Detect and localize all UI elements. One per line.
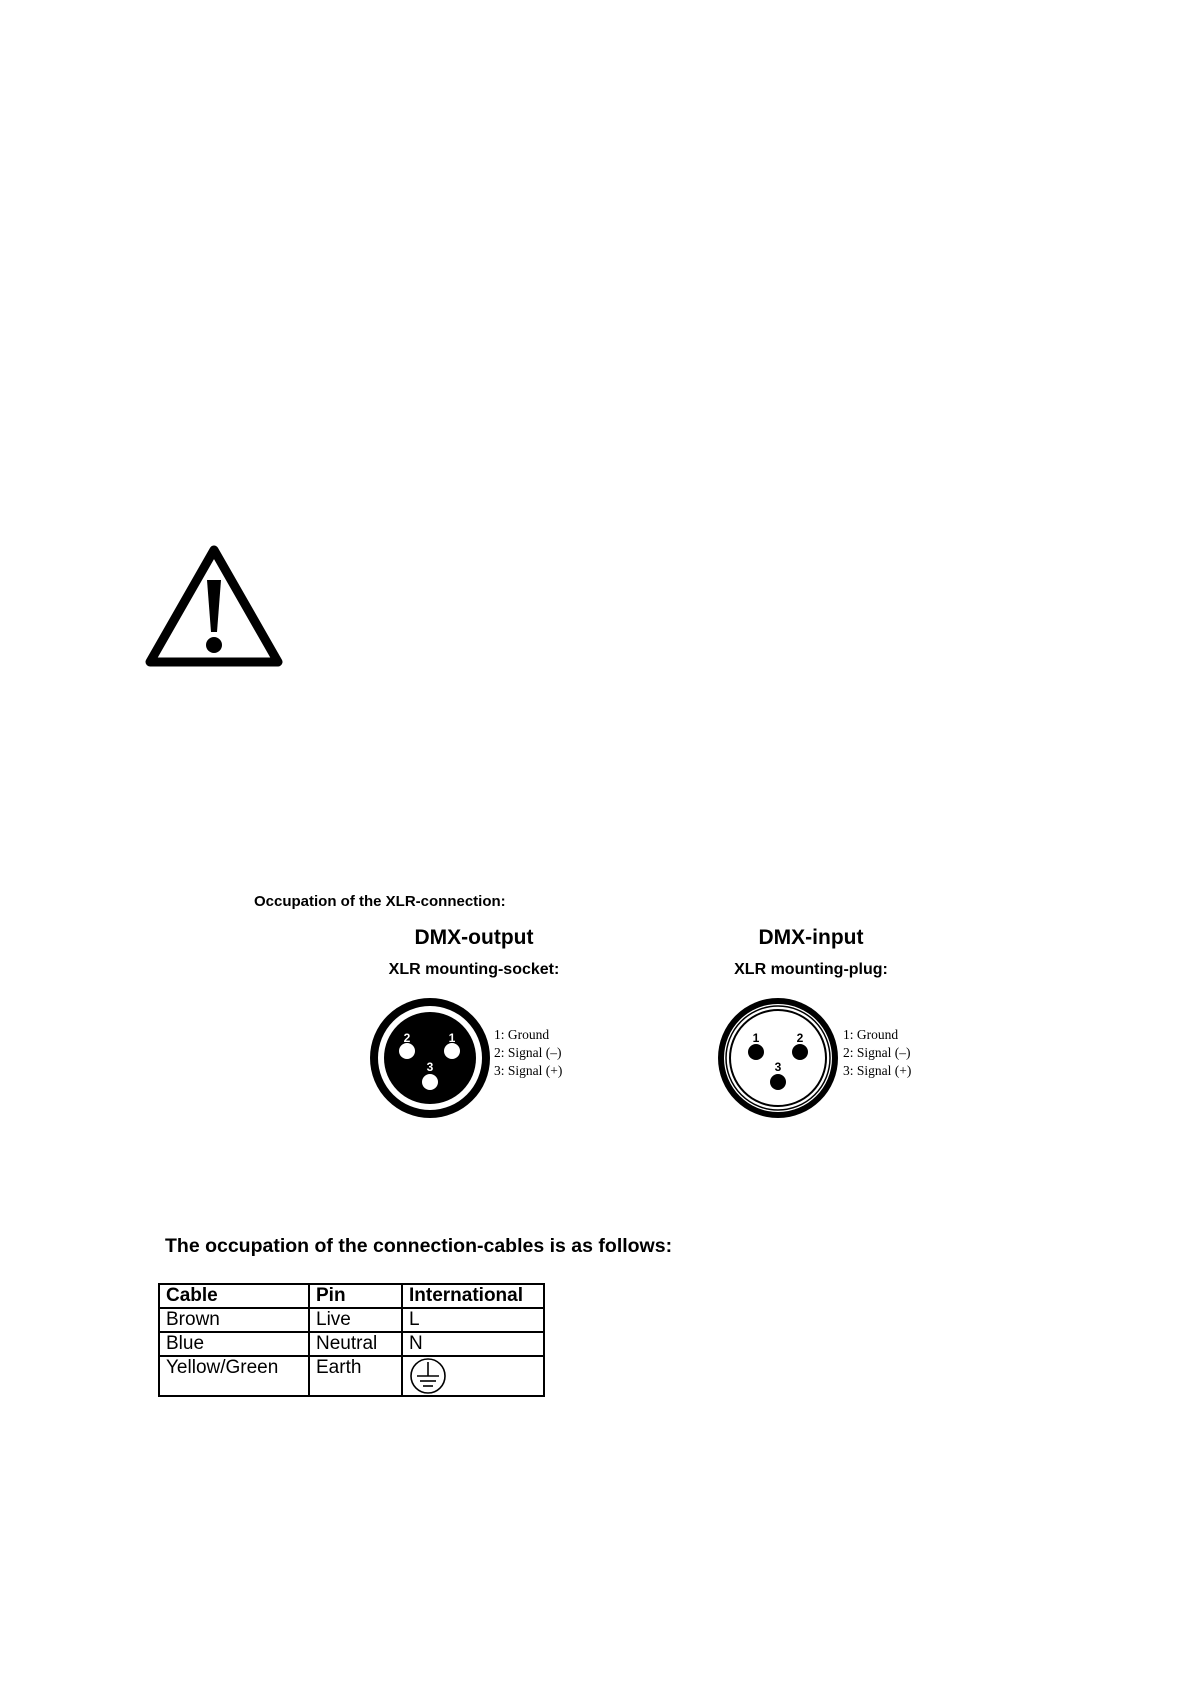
plug-face — [730, 1010, 826, 1106]
header-pin: Pin — [309, 1284, 402, 1308]
socket-pin-legend — [494, 1026, 562, 1080]
plug-pin-label-2: 2 — [796, 1031, 804, 1045]
warning-triangle-icon — [144, 544, 284, 668]
cell-cable: Brown — [159, 1308, 309, 1332]
legend-line: 3: Signal (+) — [494, 1063, 563, 1078]
socket-face — [384, 1012, 476, 1104]
plug-pin-label-1: 1 — [752, 1031, 760, 1045]
dmx-output-heading: DMX-output — [414, 926, 534, 949]
legend-line: 2: Signal (–) — [843, 1045, 911, 1060]
cell-pin: Live — [309, 1308, 402, 1332]
table-header-row — [159, 1284, 544, 1308]
socket-pin-label-2: 2 — [403, 1031, 411, 1045]
dmx-input-heading: DMX-input — [758, 926, 864, 949]
xlr-section-title: Occupation of the XLR-connection: — [254, 893, 506, 910]
cable-table — [158, 1283, 545, 1397]
cables-intro-text: The occupation of the connection-cables is as follows: — [165, 1235, 673, 1257]
legend-line: 3: Signal (+) — [843, 1063, 912, 1078]
plug-pin-label-3: 3 — [774, 1060, 782, 1074]
socket-pin-1 — [444, 1043, 460, 1059]
earth-ground-icon — [409, 1357, 447, 1395]
header-international: International — [402, 1284, 544, 1308]
xlr-plug-diagram — [714, 994, 842, 1122]
cell-pin: Neutral — [309, 1332, 402, 1356]
socket-pin-label-3: 3 — [426, 1060, 434, 1074]
xlr-socket-diagram — [366, 994, 494, 1122]
header-cable: Cable — [159, 1284, 309, 1308]
cell-international: N — [402, 1332, 544, 1356]
socket-pin-3 — [422, 1074, 438, 1090]
dmx-output-subheading: XLR mounting-socket: — [388, 961, 560, 978]
table-row — [159, 1356, 544, 1396]
cell-international: L — [402, 1308, 544, 1332]
legend-line: 1: Ground — [843, 1027, 899, 1042]
cell-pin: Earth — [309, 1356, 402, 1396]
plug-pin-3 — [770, 1074, 786, 1090]
legend-line: 2: Signal (–) — [494, 1045, 562, 1060]
dmx-input-subheading: XLR mounting-plug: — [734, 961, 888, 978]
plug-pin-1 — [748, 1044, 764, 1060]
legend-line: 1: Ground — [494, 1027, 550, 1042]
socket-pin-label-1: 1 — [448, 1031, 456, 1045]
cell-international — [402, 1356, 544, 1396]
cell-cable: Yellow/Green — [159, 1356, 309, 1396]
plug-pin-2 — [792, 1044, 808, 1060]
socket-pin-2 — [399, 1043, 415, 1059]
plug-pin-legend — [843, 1026, 911, 1080]
table-row — [159, 1308, 544, 1332]
cell-cable: Blue — [159, 1332, 309, 1356]
table-row — [159, 1332, 544, 1356]
